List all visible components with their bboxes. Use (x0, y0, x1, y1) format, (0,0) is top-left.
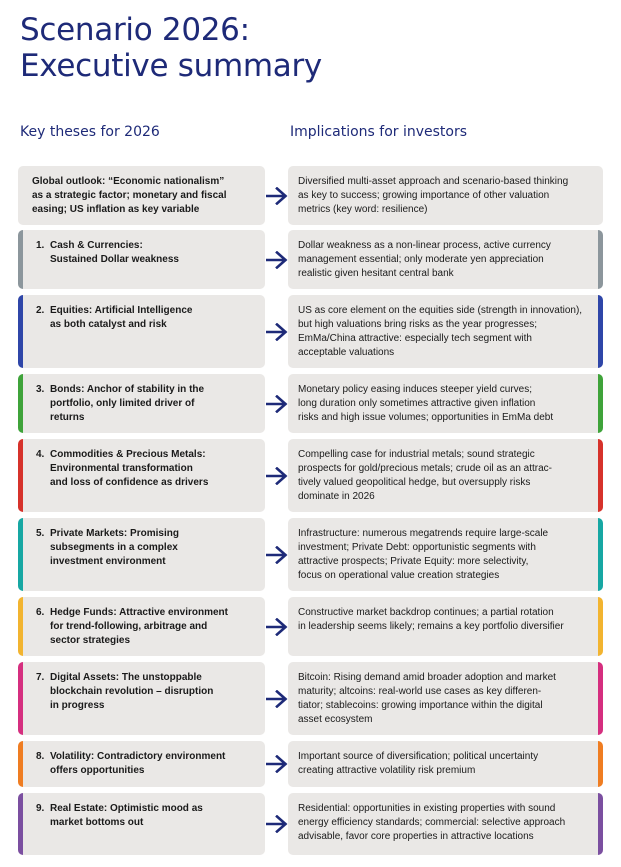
key-theses-heading: Key theses for 2026 (20, 124, 160, 140)
arrow-right-icon (265, 741, 288, 787)
thesis-box (18, 741, 265, 787)
thesis-text (36, 606, 255, 648)
thesis-label: Commodities & Precious Metals: Environmental transformation and loss of confidence as drivers (50, 449, 209, 488)
arrow-right-icon (265, 230, 288, 289)
page-title (20, 12, 322, 84)
thesis-text: Global outlook: “Economic nationalism” as a strategic factor; monetary and fiscal easing; US inflation as key variable (32, 176, 227, 215)
summary-row-commodities (18, 439, 604, 512)
thesis-text (36, 304, 255, 332)
implication-box (288, 230, 603, 289)
thesis-label: Private Markets: Promising subsegments in a complex investment environment (50, 528, 179, 567)
summary-row-volatility (18, 741, 604, 787)
thesis-text (36, 383, 255, 425)
implication-text: Residential: opportunities in existing properties with sound energy efficiency standards; commercial: selective approach advisable, favor core properties in attractive locations (298, 803, 566, 842)
thesis-box (18, 166, 265, 225)
implication-box (288, 662, 603, 735)
title-line-2: Executive summary (20, 48, 322, 84)
implication-text: Dollar weakness as a non-linear process, active currency management essential; only moderate yen appreciation realistic given hesitant central bank (298, 240, 551, 279)
implication-text: Monetary policy easing induces steeper yield curves; long duration only sometimes attractive given inflation risks and high issue volumes; opportunities in EmMa debt (298, 384, 554, 423)
implication-box (288, 374, 603, 433)
summary-row-global (18, 166, 604, 225)
implication-box (288, 793, 603, 855)
implication-text: Diversified multi-asset approach and scenario-based thinking as key to success; growing importance of other valuation metrics (key word: resilience) (298, 176, 569, 215)
summary-row-hedge-funds (18, 597, 604, 656)
thesis-box (18, 597, 265, 656)
implication-text: Constructive market backdrop continues; a partial rotation in leadership seems likely; remains a key portfolio diversifier (298, 607, 564, 632)
implication-text: US as core element on the equities side (strength in innovation), but high valuations bring risks as the year progresses; EmMa/China attractive: especially tech segment with acceptable valuations (298, 305, 583, 358)
arrow-right-icon (265, 597, 288, 656)
thesis-box (18, 295, 265, 368)
thesis-box (18, 374, 265, 433)
thesis-number: 3. (36, 384, 45, 395)
summary-row-real-estate (18, 793, 604, 855)
thesis-number: 6. (36, 607, 45, 618)
thesis-text (36, 671, 255, 713)
thesis-text (36, 448, 255, 490)
thesis-box (18, 518, 265, 591)
summary-row-cash-currencies (18, 230, 604, 289)
arrow-right-icon (265, 439, 288, 512)
thesis-label: Volatility: Contradictory environment offers opportunities (50, 751, 226, 776)
thesis-box (18, 230, 265, 289)
thesis-text (36, 802, 255, 830)
summary-row-bonds (18, 374, 604, 433)
arrow-right-icon (265, 793, 288, 855)
thesis-label: Hedge Funds: Attractive environment for trend-following, arbitrage and sector strategies (50, 607, 228, 646)
implication-text: Compelling case for industrial metals; sound strategic prospects for gold/precious metals; crude oil as an attrac- tively valued geopolitical hedge, but oversupply risks dominate in 2026 (298, 449, 553, 502)
thesis-box (18, 662, 265, 735)
thesis-number: 1. (36, 240, 45, 251)
thesis-number: 7. (36, 672, 45, 683)
thesis-text (36, 750, 255, 778)
thesis-text (36, 239, 255, 267)
implication-box (288, 597, 603, 656)
implication-box (288, 166, 603, 225)
summary-row-digital-assets (18, 662, 604, 735)
arrow-right-icon (265, 295, 288, 368)
implications-heading: Implications for investors (290, 124, 468, 140)
implication-box (288, 439, 603, 512)
implication-text: Bitcoin: Rising demand amid broader adoption and market maturity; altcoins: real-world use cases as key differen- tiator; stablecoins: growing importance within the digital asset ecosystem (298, 672, 556, 725)
thesis-box (18, 439, 265, 512)
thesis-number: 8. (36, 751, 45, 762)
thesis-label: Bonds: Anchor of stability in the portfolio, only limited driver of returns (50, 384, 205, 423)
thesis-label: Cash & Currencies: Sustained Dollar weakness (50, 240, 179, 265)
thesis-number: 2. (36, 305, 45, 316)
thesis-number: 9. (36, 803, 45, 814)
summary-row-private-markets (18, 518, 604, 591)
thesis-box (18, 793, 265, 855)
implication-box (288, 295, 603, 368)
arrow-right-icon (265, 374, 288, 433)
thesis-number: 4. (36, 449, 45, 460)
implication-text: Important source of diversification; political uncertainty creating attractive volatility risk premium (298, 751, 539, 776)
arrow-right-icon (265, 518, 288, 591)
title-line-1: Scenario 2026: (20, 12, 250, 48)
implication-text: Infrastructure: numerous megatrends require large-scale investment; Private Debt: opportunistic segments with attractive prospects; Private Equity: more selectivity, focus on operational value creation strategies (298, 528, 549, 581)
implication-box (288, 518, 603, 591)
thesis-text (36, 527, 255, 569)
thesis-label: Real Estate: Optimistic mood as market bottoms out (50, 803, 203, 828)
thesis-label: Equities: Artificial Intelligence as both catalyst and risk (50, 305, 193, 330)
thesis-label: Digital Assets: The unstoppable blockchain revolution – disruption in progress (50, 672, 214, 711)
implication-box (288, 741, 603, 787)
summary-row-equities (18, 295, 604, 368)
arrow-right-icon (265, 662, 288, 735)
thesis-number: 5. (36, 528, 45, 539)
arrow-right-icon (265, 166, 288, 225)
